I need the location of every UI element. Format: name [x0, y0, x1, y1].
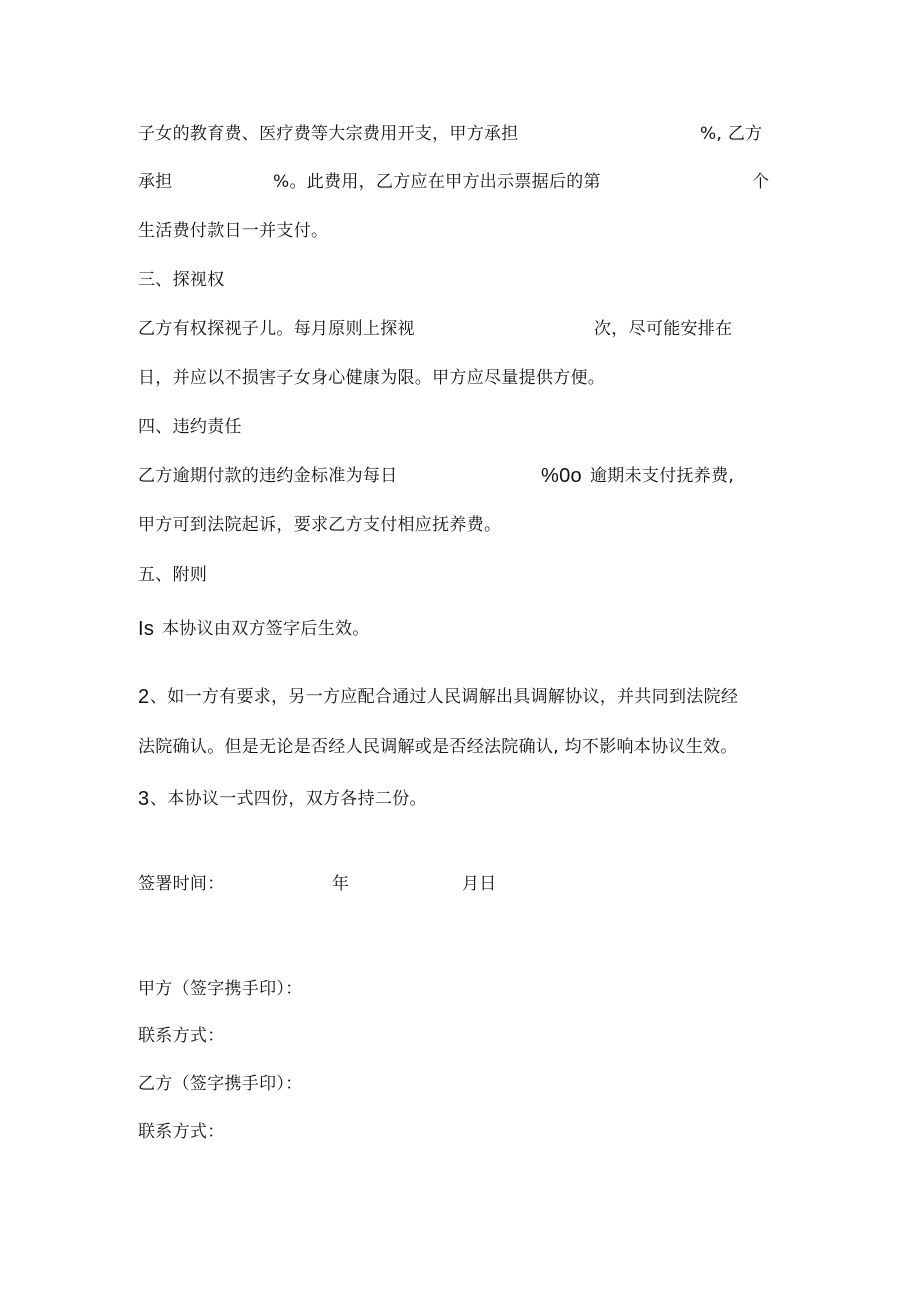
signing-date-line	[0, 869, 920, 899]
expense-text-6: 生活费付款日一并支付。	[138, 221, 329, 241]
clause-expense-line-1	[0, 119, 920, 149]
expense-text-5: 个	[752, 172, 770, 192]
expense-text-1: 子女的教育费、医疗费等大宗费用开支，甲方承担	[138, 124, 519, 144]
section-title-visitation	[0, 265, 920, 295]
liability-text-2: 逾期未支付抚养费,	[590, 466, 735, 486]
section-3-heading: 三、探视权	[138, 270, 225, 290]
item-2-text: 、如一方有要求，另一方应配合通过人民调解出具调解协议，并共同到法院经	[150, 687, 739, 707]
party-a-signature-line	[0, 974, 920, 1004]
clause-liability-line-2	[0, 510, 920, 540]
clause-visitation-line-2	[0, 363, 920, 393]
supplementary-item-2-continued	[0, 732, 920, 762]
party-a-contact-label: 联系方式：	[138, 1026, 225, 1046]
clause-visitation-line-1	[0, 314, 920, 344]
section-5-heading: 五、附则	[138, 565, 208, 585]
supplementary-item-2	[0, 682, 920, 712]
expense-text-4: %。此费用，乙方应在甲方出示票据后的第	[273, 172, 601, 192]
visitation-text-3: 日，并应以不损害子女身心健康为限。甲方应尽量提供方便。	[138, 368, 606, 388]
party-b-contact-line	[0, 1117, 920, 1147]
clause-expense-line-3	[0, 216, 920, 246]
section-title-supplementary	[0, 560, 920, 590]
clause-expense-line-2	[0, 167, 920, 197]
visitation-text-1: 乙方有权探视子儿。每月原则上探视	[138, 319, 415, 339]
section-4-heading: 四、违约责任	[138, 417, 242, 437]
party-b-label: 乙方（签字携手印）：	[138, 1074, 303, 1094]
party-a-contact-line	[0, 1021, 920, 1051]
item-1-number: Is	[138, 618, 155, 640]
item-3-text: 、本协议一式四份，双方各持二份。	[150, 789, 427, 809]
signing-monthday-label: 月日	[462, 874, 497, 894]
item-1-text: 本协议由双方签字后生效。	[162, 619, 370, 639]
party-b-contact-label: 联系方式：	[138, 1122, 225, 1142]
supplementary-item-1	[0, 614, 920, 644]
party-b-signature-line	[0, 1069, 920, 1099]
signing-year-label: 年	[332, 874, 350, 894]
party-a-label: 甲方（签字携手印）：	[138, 979, 303, 999]
visitation-text-2: 次，尽可能安排在	[594, 319, 733, 339]
clause-liability-line-1	[0, 461, 920, 491]
liability-text-1: 乙方逾期付款的违约金标准为每日	[138, 466, 398, 486]
section-title-liability	[0, 412, 920, 442]
expense-text-3: 承担	[138, 172, 173, 192]
item-2-text-continued: 法院确认。但是无论是否经人民调解或是否经法院确认, 均不影响本协议生效。	[138, 737, 738, 757]
expense-text-2: %, 乙方	[700, 124, 763, 144]
supplementary-item-3	[0, 784, 920, 814]
signing-date-label: 签署时间：	[138, 874, 225, 894]
liability-text-3: 甲方可到法院起诉，要求乙方支付相应抚养费。	[138, 515, 502, 535]
item-2-number: 2	[138, 686, 150, 708]
item-3-number: 3	[138, 788, 150, 810]
liability-rate: %0o	[541, 465, 582, 487]
